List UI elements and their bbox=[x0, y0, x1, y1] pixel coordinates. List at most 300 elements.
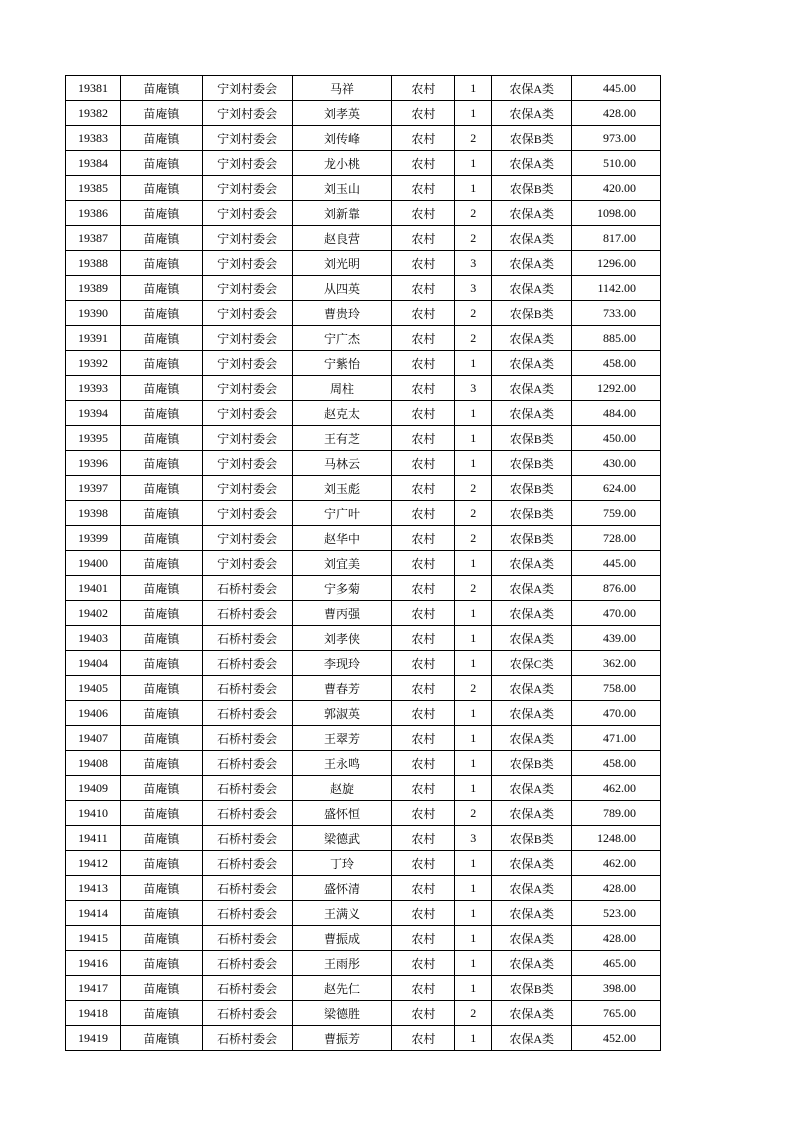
cell-town: 苗庵镇 bbox=[121, 276, 203, 301]
cell-amount: 458.00 bbox=[572, 751, 661, 776]
cell-town: 苗庵镇 bbox=[121, 701, 203, 726]
cell-residence-type: 农村 bbox=[392, 151, 455, 176]
cell-town: 苗庵镇 bbox=[121, 751, 203, 776]
cell-village: 宁刘村委会 bbox=[203, 326, 293, 351]
cell-insurance-category: 农保A类 bbox=[492, 626, 572, 651]
cell-village: 宁刘村委会 bbox=[203, 351, 293, 376]
cell-person-count: 3 bbox=[455, 826, 492, 851]
cell-insurance-category: 农保A类 bbox=[492, 926, 572, 951]
cell-residence-type: 农村 bbox=[392, 676, 455, 701]
cell-person-count: 2 bbox=[455, 301, 492, 326]
cell-id: 19393 bbox=[66, 376, 121, 401]
cell-town: 苗庵镇 bbox=[121, 651, 203, 676]
cell-village: 石桥村委会 bbox=[203, 851, 293, 876]
cell-name: 刘宜美 bbox=[293, 551, 393, 576]
cell-village: 宁刘村委会 bbox=[203, 276, 293, 301]
table-row bbox=[66, 251, 661, 276]
cell-residence-type: 农村 bbox=[392, 651, 455, 676]
cell-amount: 1098.00 bbox=[572, 201, 661, 226]
cell-person-count: 2 bbox=[455, 476, 492, 501]
cell-town: 苗庵镇 bbox=[121, 326, 203, 351]
cell-village: 宁刘村委会 bbox=[203, 151, 293, 176]
cell-id: 19386 bbox=[66, 201, 121, 226]
cell-name: 王翠芳 bbox=[293, 726, 393, 751]
cell-name: 马祥 bbox=[293, 76, 393, 101]
cell-village: 宁刘村委会 bbox=[203, 551, 293, 576]
table-row bbox=[66, 1001, 661, 1026]
cell-person-count: 2 bbox=[455, 201, 492, 226]
table-row bbox=[66, 151, 661, 176]
cell-name: 王满义 bbox=[293, 901, 393, 926]
cell-insurance-category: 农保B类 bbox=[492, 126, 572, 151]
cell-residence-type: 农村 bbox=[392, 951, 455, 976]
cell-amount: 484.00 bbox=[572, 401, 661, 426]
cell-amount: 458.00 bbox=[572, 351, 661, 376]
table-row bbox=[66, 626, 661, 651]
cell-name: 王永鸣 bbox=[293, 751, 393, 776]
cell-village: 石桥村委会 bbox=[203, 876, 293, 901]
cell-insurance-category: 农保B类 bbox=[492, 301, 572, 326]
cell-village: 宁刘村委会 bbox=[203, 501, 293, 526]
cell-village: 石桥村委会 bbox=[203, 801, 293, 826]
table-row bbox=[66, 501, 661, 526]
cell-id: 19397 bbox=[66, 476, 121, 501]
cell-residence-type: 农村 bbox=[392, 451, 455, 476]
table-row bbox=[66, 651, 661, 676]
cell-person-count: 1 bbox=[455, 551, 492, 576]
cell-id: 19396 bbox=[66, 451, 121, 476]
cell-residence-type: 农村 bbox=[392, 1026, 455, 1051]
cell-id: 19395 bbox=[66, 426, 121, 451]
cell-amount: 430.00 bbox=[572, 451, 661, 476]
table-body bbox=[66, 76, 661, 1051]
cell-person-count: 1 bbox=[455, 601, 492, 626]
cell-town: 苗庵镇 bbox=[121, 351, 203, 376]
cell-town: 苗庵镇 bbox=[121, 576, 203, 601]
cell-insurance-category: 农保B类 bbox=[492, 976, 572, 1001]
table-row bbox=[66, 826, 661, 851]
table-row bbox=[66, 976, 661, 1001]
cell-amount: 428.00 bbox=[572, 926, 661, 951]
cell-village: 石桥村委会 bbox=[203, 1001, 293, 1026]
cell-id: 19405 bbox=[66, 676, 121, 701]
cell-id: 19388 bbox=[66, 251, 121, 276]
cell-id: 19402 bbox=[66, 601, 121, 626]
cell-residence-type: 农村 bbox=[392, 226, 455, 251]
cell-insurance-category: 农保A类 bbox=[492, 76, 572, 101]
cell-town: 苗庵镇 bbox=[121, 76, 203, 101]
table-row bbox=[66, 126, 661, 151]
table-row bbox=[66, 901, 661, 926]
cell-amount: 1296.00 bbox=[572, 251, 661, 276]
cell-town: 苗庵镇 bbox=[121, 201, 203, 226]
cell-village: 宁刘村委会 bbox=[203, 401, 293, 426]
cell-amount: 450.00 bbox=[572, 426, 661, 451]
cell-residence-type: 农村 bbox=[392, 551, 455, 576]
cell-residence-type: 农村 bbox=[392, 1001, 455, 1026]
table-row bbox=[66, 676, 661, 701]
cell-person-count: 2 bbox=[455, 1001, 492, 1026]
cell-village: 石桥村委会 bbox=[203, 626, 293, 651]
cell-amount: 428.00 bbox=[572, 876, 661, 901]
cell-residence-type: 农村 bbox=[392, 826, 455, 851]
cell-village: 宁刘村委会 bbox=[203, 76, 293, 101]
cell-village: 宁刘村委会 bbox=[203, 526, 293, 551]
cell-id: 19401 bbox=[66, 576, 121, 601]
cell-town: 苗庵镇 bbox=[121, 1001, 203, 1026]
cell-amount: 445.00 bbox=[572, 76, 661, 101]
cell-insurance-category: 农保A类 bbox=[492, 776, 572, 801]
cell-name: 梁德胜 bbox=[293, 1001, 393, 1026]
cell-name: 曹春芳 bbox=[293, 676, 393, 701]
cell-residence-type: 农村 bbox=[392, 926, 455, 951]
cell-person-count: 3 bbox=[455, 251, 492, 276]
cell-amount: 973.00 bbox=[572, 126, 661, 151]
cell-village: 石桥村委会 bbox=[203, 901, 293, 926]
cell-id: 19409 bbox=[66, 776, 121, 801]
table-row bbox=[66, 276, 661, 301]
cell-village: 石桥村委会 bbox=[203, 776, 293, 801]
cell-name: 刘玉山 bbox=[293, 176, 393, 201]
cell-name: 赵克太 bbox=[293, 401, 393, 426]
cell-insurance-category: 农保A类 bbox=[492, 226, 572, 251]
cell-residence-type: 农村 bbox=[392, 76, 455, 101]
cell-residence-type: 农村 bbox=[392, 801, 455, 826]
cell-town: 苗庵镇 bbox=[121, 926, 203, 951]
cell-amount: 445.00 bbox=[572, 551, 661, 576]
cell-amount: 523.00 bbox=[572, 901, 661, 926]
cell-insurance-category: 农保A类 bbox=[492, 726, 572, 751]
cell-person-count: 2 bbox=[455, 526, 492, 551]
cell-person-count: 1 bbox=[455, 976, 492, 1001]
cell-town: 苗庵镇 bbox=[121, 526, 203, 551]
cell-residence-type: 农村 bbox=[392, 876, 455, 901]
table-row bbox=[66, 701, 661, 726]
cell-residence-type: 农村 bbox=[392, 301, 455, 326]
cell-town: 苗庵镇 bbox=[121, 676, 203, 701]
table-row bbox=[66, 76, 661, 101]
cell-person-count: 1 bbox=[455, 876, 492, 901]
cell-amount: 362.00 bbox=[572, 651, 661, 676]
cell-amount: 439.00 bbox=[572, 626, 661, 651]
table-row bbox=[66, 201, 661, 226]
cell-person-count: 2 bbox=[455, 126, 492, 151]
cell-id: 19398 bbox=[66, 501, 121, 526]
cell-village: 宁刘村委会 bbox=[203, 376, 293, 401]
cell-id: 19385 bbox=[66, 176, 121, 201]
cell-town: 苗庵镇 bbox=[121, 601, 203, 626]
cell-town: 苗庵镇 bbox=[121, 801, 203, 826]
cell-village: 宁刘村委会 bbox=[203, 126, 293, 151]
cell-amount: 1248.00 bbox=[572, 826, 661, 851]
cell-village: 石桥村委会 bbox=[203, 976, 293, 1001]
cell-person-count: 2 bbox=[455, 326, 492, 351]
cell-name: 宁紫怡 bbox=[293, 351, 393, 376]
cell-insurance-category: 农保A类 bbox=[492, 801, 572, 826]
cell-residence-type: 农村 bbox=[392, 601, 455, 626]
cell-amount: 1142.00 bbox=[572, 276, 661, 301]
cell-id: 19418 bbox=[66, 1001, 121, 1026]
cell-name: 周柱 bbox=[293, 376, 393, 401]
cell-id: 19413 bbox=[66, 876, 121, 901]
cell-id: 19403 bbox=[66, 626, 121, 651]
cell-amount: 428.00 bbox=[572, 101, 661, 126]
cell-person-count: 1 bbox=[455, 926, 492, 951]
cell-village: 宁刘村委会 bbox=[203, 426, 293, 451]
table-row bbox=[66, 526, 661, 551]
cell-amount: 885.00 bbox=[572, 326, 661, 351]
cell-residence-type: 农村 bbox=[392, 351, 455, 376]
table-row bbox=[66, 376, 661, 401]
cell-id: 19414 bbox=[66, 901, 121, 926]
cell-person-count: 1 bbox=[455, 626, 492, 651]
cell-id: 19404 bbox=[66, 651, 121, 676]
cell-person-count: 1 bbox=[455, 951, 492, 976]
cell-insurance-category: 农保B类 bbox=[492, 176, 572, 201]
cell-id: 19415 bbox=[66, 926, 121, 951]
cell-person-count: 3 bbox=[455, 376, 492, 401]
cell-person-count: 2 bbox=[455, 801, 492, 826]
cell-person-count: 1 bbox=[455, 101, 492, 126]
cell-name: 王有芝 bbox=[293, 426, 393, 451]
cell-village: 宁刘村委会 bbox=[203, 201, 293, 226]
table-row bbox=[66, 751, 661, 776]
cell-residence-type: 农村 bbox=[392, 851, 455, 876]
cell-town: 苗庵镇 bbox=[121, 501, 203, 526]
cell-residence-type: 农村 bbox=[392, 126, 455, 151]
cell-town: 苗庵镇 bbox=[121, 826, 203, 851]
cell-name: 王雨彤 bbox=[293, 951, 393, 976]
cell-town: 苗庵镇 bbox=[121, 401, 203, 426]
cell-village: 石桥村委会 bbox=[203, 651, 293, 676]
benefits-table bbox=[65, 75, 661, 1051]
cell-residence-type: 农村 bbox=[392, 276, 455, 301]
cell-town: 苗庵镇 bbox=[121, 301, 203, 326]
cell-id: 19416 bbox=[66, 951, 121, 976]
table-row bbox=[66, 476, 661, 501]
cell-village: 石桥村委会 bbox=[203, 826, 293, 851]
table-row bbox=[66, 601, 661, 626]
cell-residence-type: 农村 bbox=[392, 401, 455, 426]
cell-name: 龙小桃 bbox=[293, 151, 393, 176]
cell-insurance-category: 农保B类 bbox=[492, 451, 572, 476]
cell-name: 盛怀清 bbox=[293, 876, 393, 901]
cell-name: 赵华中 bbox=[293, 526, 393, 551]
cell-person-count: 2 bbox=[455, 501, 492, 526]
cell-village: 宁刘村委会 bbox=[203, 301, 293, 326]
cell-town: 苗庵镇 bbox=[121, 726, 203, 751]
cell-name: 曹丙强 bbox=[293, 601, 393, 626]
cell-person-count: 1 bbox=[455, 76, 492, 101]
cell-insurance-category: 农保B类 bbox=[492, 526, 572, 551]
table-row bbox=[66, 101, 661, 126]
cell-village: 石桥村委会 bbox=[203, 1026, 293, 1051]
cell-insurance-category: 农保B类 bbox=[492, 501, 572, 526]
cell-amount: 876.00 bbox=[572, 576, 661, 601]
table-row bbox=[66, 1026, 661, 1051]
cell-insurance-category: 农保B类 bbox=[492, 826, 572, 851]
cell-id: 19384 bbox=[66, 151, 121, 176]
cell-residence-type: 农村 bbox=[392, 476, 455, 501]
cell-person-count: 3 bbox=[455, 276, 492, 301]
cell-village: 宁刘村委会 bbox=[203, 451, 293, 476]
cell-name: 曹贵玲 bbox=[293, 301, 393, 326]
cell-residence-type: 农村 bbox=[392, 626, 455, 651]
cell-insurance-category: 农保A类 bbox=[492, 251, 572, 276]
cell-residence-type: 农村 bbox=[392, 501, 455, 526]
cell-insurance-category: 农保A类 bbox=[492, 351, 572, 376]
cell-id: 19392 bbox=[66, 351, 121, 376]
cell-amount: 765.00 bbox=[572, 1001, 661, 1026]
cell-person-count: 1 bbox=[455, 1026, 492, 1051]
table-row bbox=[66, 726, 661, 751]
cell-id: 19399 bbox=[66, 526, 121, 551]
table-row bbox=[66, 801, 661, 826]
cell-insurance-category: 农保B类 bbox=[492, 476, 572, 501]
cell-person-count: 1 bbox=[455, 351, 492, 376]
cell-residence-type: 农村 bbox=[392, 326, 455, 351]
cell-insurance-category: 农保A类 bbox=[492, 876, 572, 901]
cell-residence-type: 农村 bbox=[392, 576, 455, 601]
cell-residence-type: 农村 bbox=[392, 901, 455, 926]
cell-insurance-category: 农保A类 bbox=[492, 551, 572, 576]
cell-amount: 452.00 bbox=[572, 1026, 661, 1051]
cell-insurance-category: 农保A类 bbox=[492, 326, 572, 351]
table-row bbox=[66, 951, 661, 976]
cell-residence-type: 农村 bbox=[392, 101, 455, 126]
cell-residence-type: 农村 bbox=[392, 251, 455, 276]
cell-person-count: 1 bbox=[455, 401, 492, 426]
cell-insurance-category: 农保B类 bbox=[492, 751, 572, 776]
cell-insurance-category: 农保A类 bbox=[492, 101, 572, 126]
cell-name: 宁广叶 bbox=[293, 501, 393, 526]
cell-id: 19381 bbox=[66, 76, 121, 101]
table-row bbox=[66, 226, 661, 251]
cell-village: 宁刘村委会 bbox=[203, 176, 293, 201]
cell-residence-type: 农村 bbox=[392, 526, 455, 551]
cell-name: 曹振成 bbox=[293, 926, 393, 951]
cell-name: 丁玲 bbox=[293, 851, 393, 876]
cell-name: 曹振芳 bbox=[293, 1026, 393, 1051]
cell-name: 赵先仁 bbox=[293, 976, 393, 1001]
cell-town: 苗庵镇 bbox=[121, 426, 203, 451]
table-row bbox=[66, 551, 661, 576]
cell-insurance-category: 农保A类 bbox=[492, 601, 572, 626]
cell-village: 宁刘村委会 bbox=[203, 226, 293, 251]
cell-town: 苗庵镇 bbox=[121, 776, 203, 801]
cell-insurance-category: 农保B类 bbox=[492, 426, 572, 451]
cell-name: 刘玉彪 bbox=[293, 476, 393, 501]
cell-residence-type: 农村 bbox=[392, 776, 455, 801]
cell-name: 宁广杰 bbox=[293, 326, 393, 351]
cell-amount: 462.00 bbox=[572, 776, 661, 801]
cell-amount: 510.00 bbox=[572, 151, 661, 176]
cell-amount: 733.00 bbox=[572, 301, 661, 326]
cell-person-count: 2 bbox=[455, 576, 492, 601]
cell-person-count: 1 bbox=[455, 726, 492, 751]
table-row bbox=[66, 451, 661, 476]
cell-town: 苗庵镇 bbox=[121, 901, 203, 926]
cell-id: 19419 bbox=[66, 1026, 121, 1051]
table-row bbox=[66, 176, 661, 201]
table-row bbox=[66, 926, 661, 951]
cell-amount: 624.00 bbox=[572, 476, 661, 501]
cell-town: 苗庵镇 bbox=[121, 451, 203, 476]
cell-amount: 728.00 bbox=[572, 526, 661, 551]
cell-id: 19417 bbox=[66, 976, 121, 1001]
cell-id: 19382 bbox=[66, 101, 121, 126]
cell-town: 苗庵镇 bbox=[121, 951, 203, 976]
cell-insurance-category: 农保A类 bbox=[492, 1001, 572, 1026]
cell-person-count: 2 bbox=[455, 676, 492, 701]
cell-id: 19411 bbox=[66, 826, 121, 851]
cell-town: 苗庵镇 bbox=[121, 851, 203, 876]
cell-town: 苗庵镇 bbox=[121, 626, 203, 651]
cell-id: 19390 bbox=[66, 301, 121, 326]
cell-insurance-category: 农保A类 bbox=[492, 851, 572, 876]
table-row bbox=[66, 301, 661, 326]
cell-insurance-category: 农保A类 bbox=[492, 701, 572, 726]
table-row bbox=[66, 851, 661, 876]
cell-town: 苗庵镇 bbox=[121, 476, 203, 501]
cell-residence-type: 农村 bbox=[392, 426, 455, 451]
cell-residence-type: 农村 bbox=[392, 201, 455, 226]
cell-insurance-category: 农保C类 bbox=[492, 651, 572, 676]
cell-name: 刘光明 bbox=[293, 251, 393, 276]
cell-amount: 398.00 bbox=[572, 976, 661, 1001]
cell-insurance-category: 农保A类 bbox=[492, 901, 572, 926]
table-row bbox=[66, 776, 661, 801]
cell-id: 19389 bbox=[66, 276, 121, 301]
cell-town: 苗庵镇 bbox=[121, 101, 203, 126]
cell-person-count: 1 bbox=[455, 776, 492, 801]
cell-town: 苗庵镇 bbox=[121, 126, 203, 151]
cell-id: 19407 bbox=[66, 726, 121, 751]
cell-residence-type: 农村 bbox=[392, 176, 455, 201]
cell-amount: 817.00 bbox=[572, 226, 661, 251]
cell-amount: 470.00 bbox=[572, 701, 661, 726]
cell-insurance-category: 农保A类 bbox=[492, 676, 572, 701]
cell-town: 苗庵镇 bbox=[121, 251, 203, 276]
cell-village: 石桥村委会 bbox=[203, 926, 293, 951]
cell-person-count: 1 bbox=[455, 751, 492, 776]
cell-village: 宁刘村委会 bbox=[203, 251, 293, 276]
cell-person-count: 1 bbox=[455, 901, 492, 926]
table-row bbox=[66, 326, 661, 351]
cell-residence-type: 农村 bbox=[392, 701, 455, 726]
cell-amount: 789.00 bbox=[572, 801, 661, 826]
cell-id: 19412 bbox=[66, 851, 121, 876]
cell-person-count: 1 bbox=[455, 176, 492, 201]
table-row bbox=[66, 401, 661, 426]
table-row bbox=[66, 426, 661, 451]
cell-amount: 758.00 bbox=[572, 676, 661, 701]
cell-name: 赵旋 bbox=[293, 776, 393, 801]
cell-name: 李现玲 bbox=[293, 651, 393, 676]
cell-amount: 759.00 bbox=[572, 501, 661, 526]
cell-name: 刘孝英 bbox=[293, 101, 393, 126]
cell-village: 石桥村委会 bbox=[203, 676, 293, 701]
cell-insurance-category: 农保A类 bbox=[492, 401, 572, 426]
cell-insurance-category: 农保A类 bbox=[492, 376, 572, 401]
cell-id: 19387 bbox=[66, 226, 121, 251]
cell-residence-type: 农村 bbox=[392, 751, 455, 776]
cell-name: 刘新靠 bbox=[293, 201, 393, 226]
cell-name: 宁多菊 bbox=[293, 576, 393, 601]
cell-village: 石桥村委会 bbox=[203, 601, 293, 626]
cell-insurance-category: 农保A类 bbox=[492, 151, 572, 176]
cell-town: 苗庵镇 bbox=[121, 151, 203, 176]
